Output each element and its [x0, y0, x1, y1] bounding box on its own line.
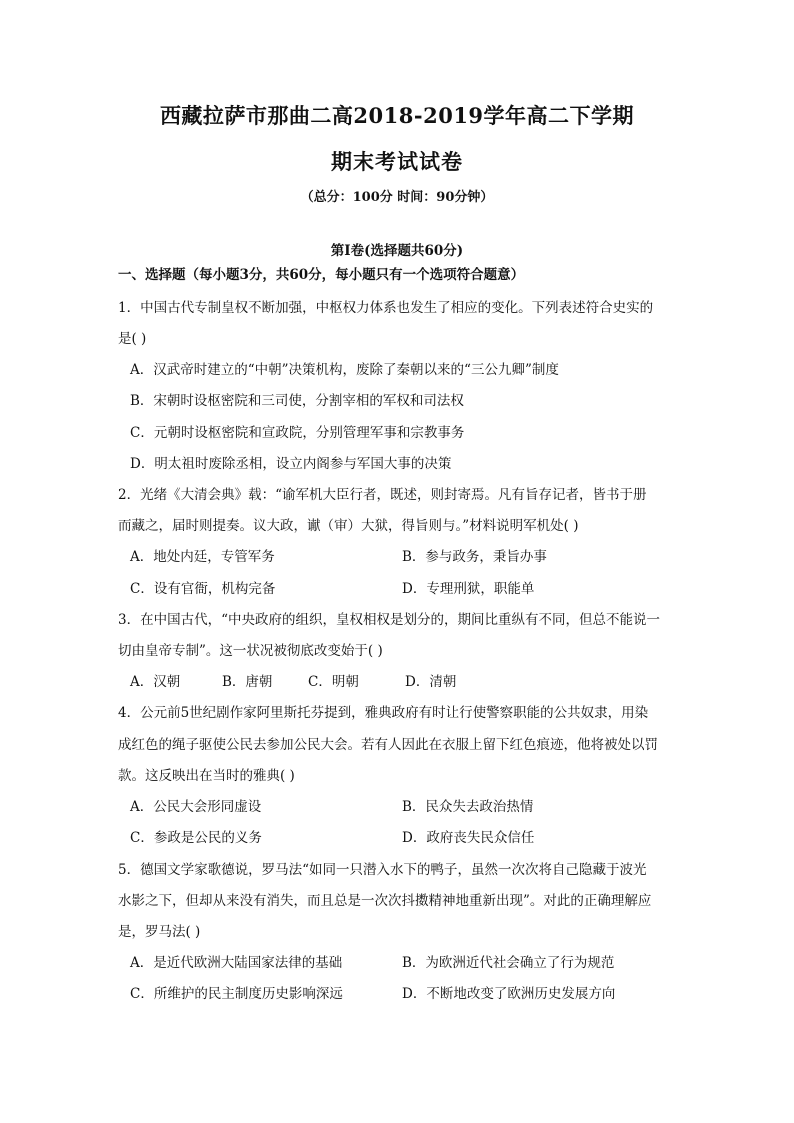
question-5-option-d: D．不断地改变了欧洲历史发展方向 [402, 986, 616, 1002]
question-2-option-b: B．参与政务，秉旨办事 [402, 549, 547, 565]
question-2-option-a: A．地处内廷，专管军务 [130, 549, 275, 565]
question-3-option-d: D．清朝 [405, 674, 457, 690]
question-4-stem-line-1: 4．公元前5世纪剧作家阿里斯托芬提到，雅典政府有时让行使警察职能的公共奴隶，用染 [118, 705, 649, 721]
part-title: 一、选择题（每小题3分，共60分，每小题只有一个选项符合题意） [118, 267, 525, 283]
question-3-option-c: C．明朝 [308, 674, 359, 690]
question-2-option-d: D．专理刑狱，职能单 [402, 581, 535, 597]
exam-title-line2: 期末考试试卷 [331, 149, 463, 174]
question-1-stem-line-1: 1．中国古代专制皇权不断加强，中枢权力体系也发生了相应的变化。下列表述符合史实的 [118, 300, 654, 316]
question-5-option-a: A．是近代欧洲大陆国家法律的基础 [130, 955, 343, 971]
question-5-option-c: C．所维护的民主制度历史影响深远 [130, 986, 343, 1002]
question-1-option-b: B．宋朝时设枢密院和三司使，分割宰相的军权和司法权 [130, 393, 464, 409]
question-1-stem-line-2: 是( ) [118, 331, 147, 347]
question-4-stem-line-3: 款。这反映出在当时的雅典( ) [118, 768, 295, 784]
question-2-option-c: C．设有官衙，机构完备 [130, 581, 276, 597]
question-1-option-d: D．明太祖时废除丞相，设立内阁参与军国大事的决策 [130, 456, 452, 472]
question-4-option-a: A．公民大会形同虚设 [130, 799, 262, 815]
question-5-option-b: B．为欧洲近代社会确立了行为规范 [402, 955, 615, 971]
question-5-stem-line-3: 是，罗马法( ) [118, 924, 201, 940]
volume-title: 第Ⅰ卷(选择题共60分) [330, 243, 464, 259]
question-2-stem-line-1: 2．光绪《大清会典》载：“谕军机大臣行者，既述，则封寄焉。凡有旨存记者，皆书于册 [118, 487, 647, 503]
question-4-option-b: B．民众失去政治热情 [402, 799, 534, 815]
question-4-option-c: C．参政是公民的义务 [130, 830, 262, 846]
question-1-option-c: C．元朝时设枢密院和宣政院，分别管理军事和宗教事务 [130, 425, 465, 441]
question-3-option-a: A．汉朝 [130, 674, 181, 690]
exam-meta: （总分：100分 时间：90分钟） [300, 190, 494, 205]
question-4-option-d: D．政府丧失民众信任 [402, 830, 535, 846]
question-3-option-b: B．唐朝 [222, 674, 273, 690]
question-5-stem-line-2: 水影之下，但却从来没有消失，而且总是一次次抖擞精神地重新出现”。对此的正确理解应 [118, 893, 652, 909]
question-3-stem-line-1: 3．在中国古代，“中央政府的组织，皇权相权是划分的，期间比重纵有不同，但总不能说一 [118, 612, 660, 628]
question-5-stem-line-1: 5．德国文学家歌德说，罗马法“如同一只潜入水下的鸭子，虽然一次次将自己隐藏于波光 [118, 862, 647, 878]
question-2-stem-line-2: 而藏之，届时则提奏。议大政，谳（审）大狱，得旨则与。”材料说明军机处( ) [118, 518, 579, 534]
question-4-stem-line-2: 成红色的绳子驱使公民去参加公民大会。若有人因此在衣服上留下红色痕迹，他将被处以罚 [118, 737, 658, 753]
question-1-option-a: A．汉武帝时建立的“中朝”决策机构，废除了秦朝以来的“三公九卿”制度 [130, 362, 559, 378]
exam-title-line1: 西藏拉萨市那曲二高2018-2019学年高二下学期 [159, 103, 635, 128]
question-3-stem-line-2: 切由皇帝专制”。这一状况被彻底改变始于( ) [118, 643, 383, 659]
